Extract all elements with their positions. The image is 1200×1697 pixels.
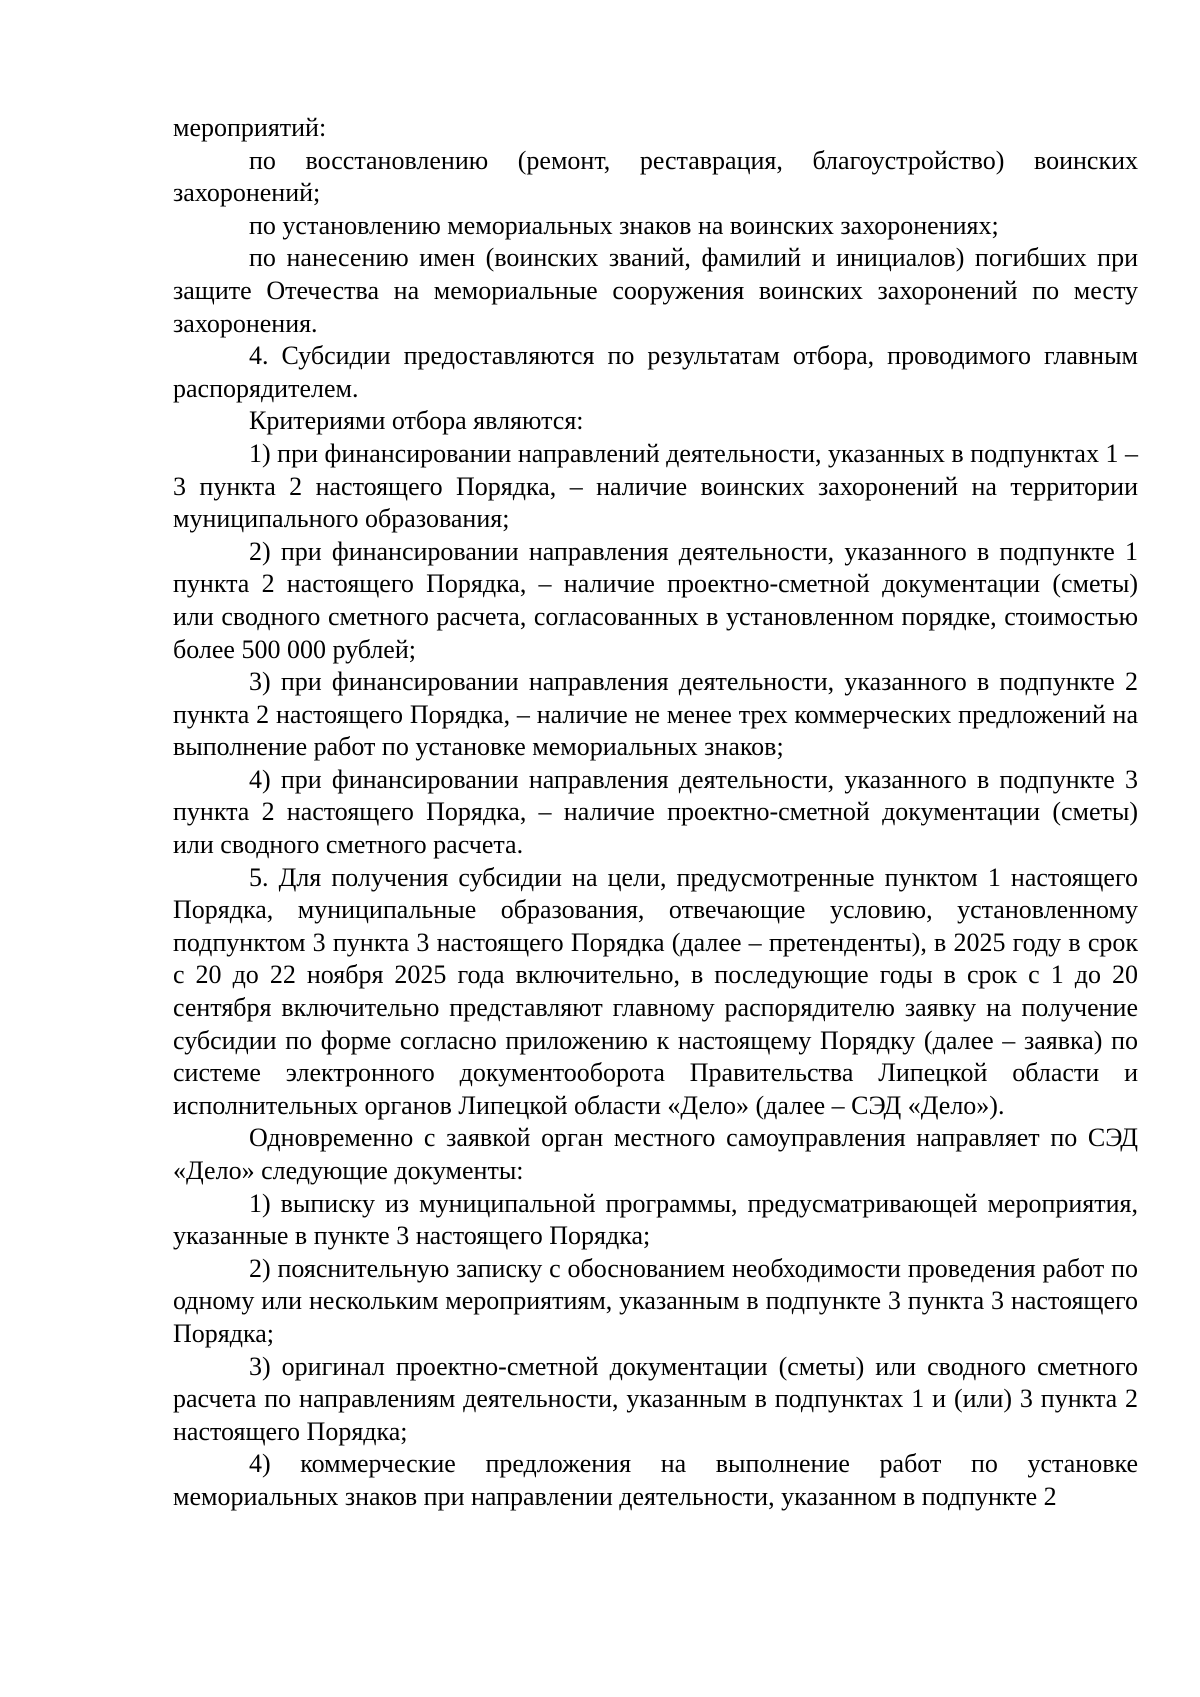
paragraph-criterion-1: 1) при финансировании направлений деятельности, указанных в подпунктах 1 – 3 пункта 2 настоящего Порядка, – наличие воинских захоронений на территории муниципального образования; [173,438,1138,534]
paragraph-criterion-2: 2) при финансировании направления деятельности, указанного в подпункте 1 пункта 2 настоящего Порядка, – наличие проектно-сметной документации (сметы) или сводного сметного расчета, согласованных в установленном порядке, стоимостью более 500 000 рублей; [173,536,1138,664]
paragraph-document-4: 4) коммерческие предложения на выполнение работ по установке мемориальных знаков при направлении деятельности, указанном в подпункте 2 [173,1449,1138,1511]
document-page [173,112,1138,1514]
paragraph-restoration: по восстановлению (ремонт, реставрация, благоустройство) воинских захоронений; [173,145,1138,208]
paragraph-documents-intro: Одновременно с заявкой орган местного самоуправления направляет по СЭД «Дело» следующие документы: [173,1123,1138,1185]
paragraph-document-1: 1) выписку из муниципальной программы, предусматривающей мероприятия, указанные в пункте 3 настоящего Порядка; [173,1188,1138,1251]
paragraph-section-4: 4. Субсидии предоставляются по результатам отбора, проводимого главным распорядителем. [173,341,1138,403]
paragraph-criterion-3: 3) при финансировании направления деятельности, указанного в подпункте 2 пункта 2 настоящего Порядка, – наличие не менее трех коммерческих предложений на выполнение работ по установке мемориальных знаков; [173,667,1138,762]
paragraph-names: по нанесению имен (воинских званий, фамилий и инициалов) погибших при защите Отечества на мемориальные сооружения воинских захоронений по месту захоронения. [173,243,1138,338]
paragraph-document-2: 2) пояснительную записку с обоснованием необходимости проведения работ по одному или нескольким мероприятиям, указанным в подпункте 3 пункта 3 настоящего Порядка; [173,1253,1138,1348]
paragraph-criteria-heading: Критериями отбора являются: [249,406,584,436]
paragraph-document-3: 3) оригинал проектно-сметной документации (сметы) или сводного сметного расчета по направлениям деятельности, указанным в подпунктах 1 и (или) 3 пункта 2 настоящего Порядка; [173,1351,1138,1446]
paragraph-criterion-4: 4) при финансировании направления деятельности, указанного в подпункте 3 пункта 2 настоящего Порядка, – наличие проектно-сметной документации (сметы) или сводного сметного расчета. [173,764,1138,860]
paragraph-continuation: мероприятий: [173,113,327,142]
paragraph-memorial-signs: по установлению мемориальных знаков на воинских захоронениях; [249,210,999,240]
paragraph-section-5: 5. Для получения субсидии на цели, предусмотренные пунктом 1 настоящего Порядка, муниципальные образования, отвечающие условию, установленному подпунктом 3 пункта 3 настоящего Порядка (далее – претенденты), в 2025 году в срок с 20 до 22 ноября 2025 года включительно, в последующие годы в срок с 1 до 20 сентября включительно представляют главному распорядителю заявку на получение субсидии по форме согласно приложению к настоящему Порядку (далее – заявка) по системе электронного документооборота Правительства Липецкой области и исполнительных органов Липецкой области «Дело» (далее – СЭД «Дело»). [173,862,1138,1120]
